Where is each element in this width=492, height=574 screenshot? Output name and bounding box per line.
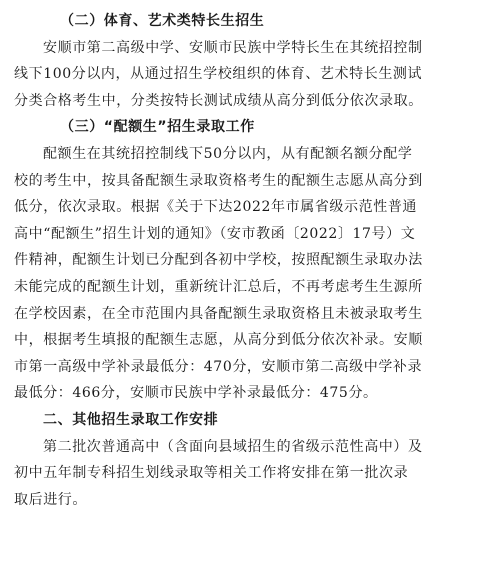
paragraph-line: 市第一高级中学补录最低分：470分，安顺市第二高级中学补录 <box>14 358 423 375</box>
section-heading-other: 二、其他招生录取工作安排 <box>43 411 219 428</box>
paragraph-line: 第二批次普通高中（含面向县域招生的省级示范性高中）及 <box>43 438 423 455</box>
paragraph-line: 最低分：466分，安顺市民族中学补录最低分：475分。 <box>14 385 378 402</box>
paragraph-line: 分类合格考生中，分类按特长测试成绩从高分到低分依次录取。 <box>14 92 423 109</box>
paragraph-line: 中，根据考生填报的配额生志愿，从高分到低分依次补录。安顺 <box>14 332 423 349</box>
paragraph-line: 件精神，配额生计划已分配到各初中学校，按照配额生录取办法 <box>14 252 423 269</box>
section-heading-quota: （三）“配额生”招生录取工作 <box>60 119 255 136</box>
paragraph-line: 配额生在其统招控制线下50分以内，从有配额名额分配学 <box>43 145 413 162</box>
paragraph-line: 安顺市第二高级中学、安顺市民族中学特长生在其统招控制 <box>43 39 423 56</box>
paragraph-line: 取后进行。 <box>14 491 87 508</box>
section-heading-sports-arts: （二）体育、艺术类特长生招生 <box>60 13 265 29</box>
paragraph-line: 校的考生中，按具备配额生录取资格考生的配额生志愿从高分到 <box>14 172 423 189</box>
paragraph-line: 线下100分以内，从通过招生学校组织的体育、艺术特长生测试 <box>14 66 423 83</box>
paragraph-line: 高中“配额生”招生计划的通知》（安市教函〔2022〕17号）文 <box>14 225 416 242</box>
paragraph-line: 在学校因素，在全市范围内具备配额生录取资格且未被录取考生 <box>14 305 423 322</box>
paragraph-line: 初中五年制专科招生划线录取等相关工作将安排在第一批次录 <box>14 465 409 482</box>
paragraph-line: 低分，依次录取。根据《关于下达2022年市属省级示范性普通 <box>14 199 418 216</box>
paragraph-line: 未能完成的配额生计划，重新统计汇总后，不再考虑考生生源所 <box>14 278 423 295</box>
